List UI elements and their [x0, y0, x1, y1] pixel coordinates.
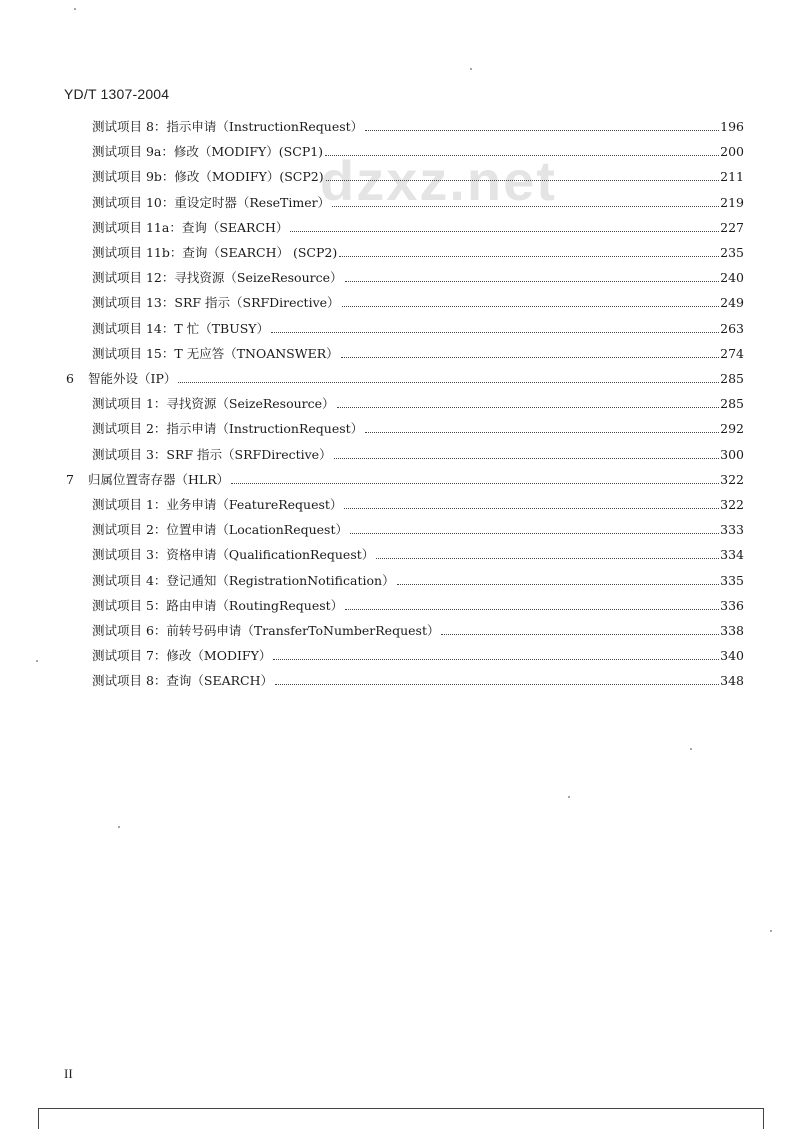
- toc-chapter-number: 7: [66, 471, 74, 487]
- toc-page-number: 219: [720, 194, 744, 210]
- toc-dot-leader: [337, 406, 720, 408]
- toc-entry-row: [92, 594, 744, 614]
- toc-entry-title: 测试项目 9b：修改（MODIFY）(SCP2): [92, 169, 324, 185]
- bottom-frame: [38, 1108, 764, 1129]
- toc-page-number: 211: [720, 169, 744, 185]
- toc-page-number: 300: [720, 446, 744, 462]
- toc-entry-row: [92, 115, 744, 135]
- toc-dot-leader: [365, 431, 719, 433]
- toc-entry-title: 测试项目 1：业务申请（FeatureRequest）: [92, 497, 343, 512]
- toc-dot-leader: [231, 482, 719, 484]
- scan-speck: [470, 68, 472, 70]
- toc-page-number: 235: [720, 245, 744, 260]
- toc-entry-row: [92, 266, 744, 286]
- toc-entry-row: [92, 443, 744, 463]
- toc-entry-title: 测试项目 8：查询（SEARCH）: [92, 673, 274, 689]
- toc-entry-row: [92, 140, 744, 160]
- toc-page-number: 348: [720, 673, 744, 689]
- toc-entry-title: 测试项目 6：前转号码申请（TransferToNumberRequest）: [92, 623, 440, 638]
- toc-page-number: 285: [720, 396, 744, 412]
- toc-entry-row: [92, 543, 744, 563]
- toc-page-number: 196: [720, 119, 744, 134]
- toc-entry-title: 测试项目 9a：修改（MODIFY）(SCP1): [92, 144, 324, 160]
- toc-entry-title: 测试项目 8：指示申请（InstructionRequest）: [92, 119, 364, 134]
- toc-entry-row: [92, 669, 744, 689]
- toc-dot-leader: [273, 658, 719, 660]
- toc-dot-leader: [345, 280, 720, 282]
- toc-entry-title: 智能外设（IP）: [88, 371, 177, 386]
- toc-page-number: 335: [720, 572, 744, 588]
- toc-entry-title: 测试项目 2：位置申请（LocationRequest）: [92, 522, 349, 538]
- scan-speck: [568, 796, 570, 798]
- toc-entry-title: 测试项目 11b：查询（SEARCH） (SCP2): [92, 245, 338, 260]
- toc-entry-title: 测试项目 12：寻找资源（SeizeResource）: [92, 270, 343, 286]
- scan-speck: [74, 8, 76, 10]
- toc-entry-row: [92, 241, 744, 261]
- toc-entry-row: [92, 392, 744, 412]
- toc-page-number: 338: [720, 623, 744, 638]
- toc-page-number: 292: [720, 421, 744, 437]
- toc-entry-title: 测试项目 11a：查询（SEARCH）: [92, 219, 289, 235]
- toc-page-number: 200: [720, 144, 744, 160]
- toc-entry-row: [92, 165, 744, 185]
- toc-entry-row: [92, 342, 744, 362]
- toc-dot-leader: [365, 129, 719, 131]
- toc-entry-title: 测试项目 3：资格申请（QualificationRequest）: [92, 547, 375, 563]
- toc-entry-row: [92, 417, 744, 437]
- toc-entry-row: [92, 619, 744, 639]
- toc-entry-row: [92, 317, 744, 337]
- toc-entry-title: 测试项目 7：修改（MODIFY）: [92, 648, 272, 664]
- toc-dot-leader: [271, 331, 719, 333]
- toc-entry-row: [92, 216, 744, 236]
- toc-entry-title: 测试项目 5：路由申请（RoutingRequest）: [92, 597, 344, 613]
- toc-entry-row: [92, 644, 744, 664]
- toc-dot-leader: [290, 230, 719, 232]
- toc-page-number: 227: [720, 219, 744, 235]
- toc-entry-title: 测试项目 15：T 无应答（TNOANSWER）: [92, 345, 339, 361]
- toc-entry-title: 测试项目 3：SRF 指示（SRFDirective）: [92, 446, 332, 462]
- toc-page-number: 336: [720, 597, 744, 613]
- toc-entry-title: 测试项目 2：指示申请（InstructionRequest）: [92, 421, 364, 437]
- toc-entry-title: 测试项目 10：重设定时器（ReseTimer）: [92, 194, 331, 210]
- toc-dot-leader: [345, 608, 719, 610]
- toc-chapter-number: 6: [66, 371, 74, 386]
- scan-speck: [770, 930, 772, 932]
- toc-dot-leader: [344, 507, 719, 509]
- toc-dot-leader: [339, 255, 719, 257]
- toc-entry-title: 归属位置寄存器（HLR）: [88, 471, 230, 487]
- toc-page-number: 322: [720, 471, 744, 487]
- toc-entry-title: 测试项目 13：SRF 指示（SRFDirective）: [92, 295, 340, 311]
- toc-entry-title: 测试项目 4：登记通知（RegistrationNotification）: [92, 572, 395, 588]
- toc-page-number: 334: [720, 547, 744, 563]
- toc-chapter-row: [66, 367, 744, 387]
- toc-page-number: 249: [720, 295, 744, 311]
- toc-dot-leader: [275, 683, 719, 685]
- page-roman-numeral: II: [64, 1066, 73, 1081]
- toc-dot-leader: [441, 633, 719, 635]
- toc-dot-leader: [178, 381, 719, 383]
- toc-page-number: 285: [720, 371, 744, 386]
- standard-code-header: YD/T 1307-2004: [64, 86, 170, 102]
- toc-dot-leader: [341, 356, 720, 358]
- toc-dot-leader: [397, 583, 720, 585]
- toc-page-number: 274: [720, 345, 744, 361]
- toc-page-number: 340: [720, 648, 744, 664]
- toc-dot-leader: [350, 532, 719, 534]
- toc-page-number: 322: [720, 497, 744, 512]
- scan-speck: [36, 660, 38, 662]
- toc-dot-leader: [326, 179, 720, 181]
- toc-page-number: 240: [720, 270, 744, 286]
- toc-page-number: 333: [720, 522, 744, 538]
- toc-page-number: 263: [720, 320, 744, 336]
- toc-dot-leader: [342, 305, 720, 307]
- toc-entry-row: [92, 493, 744, 513]
- toc-dot-leader: [332, 205, 719, 207]
- toc-entry-row: [92, 291, 744, 311]
- toc-dot-leader: [325, 154, 719, 156]
- scan-speck: [118, 826, 120, 828]
- scan-speck: [690, 748, 692, 750]
- toc-dot-leader: [376, 557, 719, 559]
- toc-entry-row: [92, 569, 744, 589]
- toc-entry-title: 测试项目 14：T 忙（TBUSY）: [92, 320, 270, 336]
- toc-chapter-row: [66, 468, 744, 488]
- toc-dot-leader: [334, 457, 720, 459]
- toc-entry-row: [92, 518, 744, 538]
- watermark: dzxz.net: [320, 149, 557, 212]
- toc-entry-title: 测试项目 1：寻找资源（SeizeResource）: [92, 396, 335, 412]
- toc-entry-row: [92, 191, 744, 211]
